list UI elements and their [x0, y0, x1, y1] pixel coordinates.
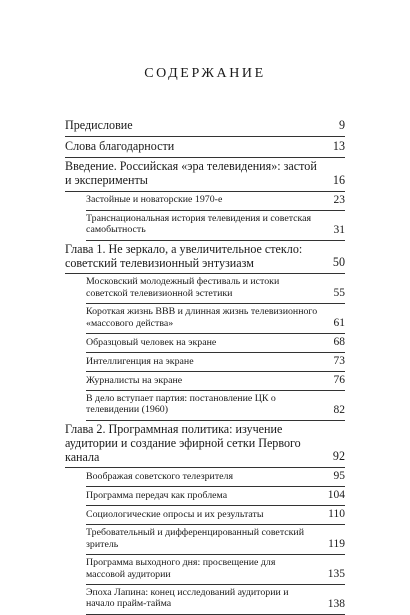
toc-subentry	[86, 506, 345, 525]
toc-subentry	[86, 353, 345, 372]
toc-entry-page: 23	[333, 193, 345, 206]
toc-entry	[65, 421, 345, 469]
toc-subentry	[86, 334, 345, 353]
toc-entry-page: 95	[333, 470, 345, 483]
toc-entry-page: 119	[328, 538, 345, 551]
toc-subentry	[86, 372, 345, 391]
toc-entry	[65, 241, 345, 275]
toc-entry-page: 50	[332, 255, 345, 270]
toc-entry-title: Предисловие	[65, 118, 133, 133]
toc-entry-title: Социологические опросы и их результаты	[86, 509, 264, 521]
toc-entry-title: Слова благодарности	[65, 139, 175, 154]
toc-subentry	[86, 391, 345, 421]
toc-subentry	[86, 555, 345, 585]
toc-entry-title: Журналисты на экране	[86, 374, 183, 386]
toc-entry-page: 55	[333, 287, 345, 300]
toc-entry-page: 110	[328, 508, 345, 521]
toc-entry-title: Воображая советского телезрителя	[86, 471, 234, 483]
toc-subentry	[86, 525, 345, 555]
toc-entry-page: 68	[333, 335, 345, 348]
toc-entry-title: Эпоха Лапина: конец исследований аудитории и начало прайм-тайма	[86, 587, 289, 610]
toc-entry-page: 135	[327, 568, 345, 581]
toc-entry-page: 76	[333, 373, 345, 386]
toc-entry-title: Программа выходного дня: просвещение для массовой аудитории	[86, 557, 276, 580]
toc-entry-page: 104	[327, 489, 345, 502]
toc-entry-title: Интеллигенция на экране	[86, 355, 194, 367]
toc-entry-page: 9	[338, 118, 345, 132]
toc-subentry	[86, 192, 345, 211]
toc-entry-page: 73	[333, 354, 345, 367]
toc-entry	[65, 116, 345, 137]
toc-subentry	[86, 468, 345, 487]
toc-entry-page: 31	[333, 223, 345, 236]
toc-subentry	[86, 274, 345, 304]
toc-subentry	[86, 487, 345, 506]
toc-entry-title: Введение. Российская «эра телевидения»: застой и эксперименты	[65, 159, 317, 187]
toc-entry-title: Глава 1. Не зеркало, а увеличительное стекло: советский телевизионный энтузиазм	[65, 241, 303, 270]
toc-entry-title: Образцовый человек на экране	[86, 336, 217, 348]
toc-subentry	[86, 211, 345, 241]
toc-entry-title: Застойные и новаторские 1970-е	[86, 194, 223, 206]
toc-entry-page: 138	[327, 597, 345, 610]
toc-entry-title: Требовательный и дифференцированный советский зритель	[86, 527, 305, 550]
toc-entry-page: 82	[333, 403, 345, 416]
toc-entry-page: 61	[333, 316, 345, 329]
page-title: СОДЕРЖАНИЕ	[144, 66, 266, 81]
toc-entry-title: Глава 2. Программная политика: изучение аудитории и создание эфирной сетки Первого канала	[65, 421, 301, 464]
toc-entry	[65, 158, 345, 192]
toc-entry-page: 92	[332, 449, 345, 464]
toc-entry-title: Программа передач как проблема	[86, 490, 228, 502]
toc-entry-title: В дело вступает партия: постановление ЦК о телевидении (1960)	[86, 392, 276, 416]
toc-entry-title: Транснациональная история телевидения и советская самобытность	[86, 212, 312, 236]
toc-entry-title: Короткая жизнь ВВВ и длинная жизнь телевизионного «массового действа»	[86, 306, 318, 329]
toc-entry-page: 13	[332, 139, 345, 153]
table-of-contents	[65, 116, 345, 615]
toc-entry-title: Московский молодежный фестиваль и истоки советской телевизионной эстетики	[86, 276, 280, 299]
toc-subentry	[86, 304, 345, 334]
toc-entry-page: 16	[332, 172, 345, 187]
toc-subentry	[86, 585, 345, 615]
toc-entry	[65, 137, 345, 158]
